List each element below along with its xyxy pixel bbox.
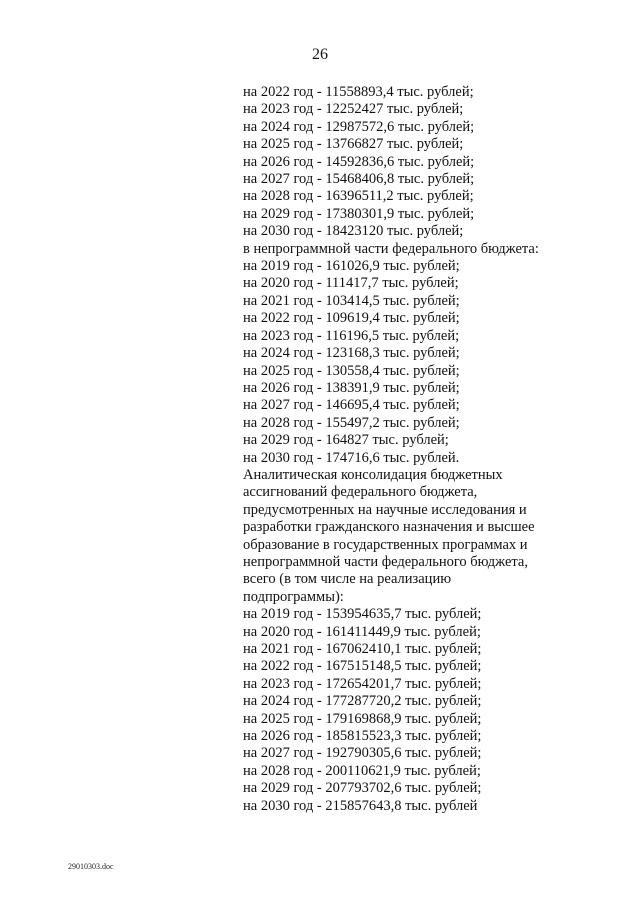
document-body — [243, 84, 573, 815]
text-line: в непрограммной части федерального бюджета: — [243, 240, 539, 257]
text-line: на 2022 год - 109619,4 тыс. рублей; — [243, 310, 460, 327]
text-line: на 2026 год - 138391,9 тыс. рублей; — [243, 379, 460, 396]
text-line: на 2024 год - 177287720,2 тыс. рублей; — [243, 693, 482, 710]
text-line: на 2023 год - 12252427 тыс. рублей; — [243, 101, 464, 118]
text-line: на 2026 год - 14592836,6 тыс. рублей; — [243, 153, 475, 170]
text-line: на 2021 год - 103414,5 тыс. рублей; — [243, 292, 460, 309]
text-line: на 2024 год - 123168,3 тыс. рублей; — [243, 345, 460, 362]
text-line: на 2027 год - 15468406,8 тыс. рублей; — [243, 171, 475, 188]
text-line: подпрограммы): — [243, 588, 344, 605]
text-line: на 2020 год - 111417,7 тыс. рублей; — [243, 275, 459, 292]
text-line: на 2027 год - 192790305,6 тыс. рублей; — [243, 745, 482, 762]
text-line: предусмотренных на научные исследования и — [243, 501, 527, 518]
text-line: на 2025 год - 179169868,9 тыс. рублей; — [243, 710, 482, 727]
text-line: на 2028 год - 200110621,9 тыс. рублей; — [243, 762, 481, 779]
text-line: на 2019 год - 153954635,7 тыс. рублей; — [243, 606, 482, 623]
text-line: на 2025 год - 130558,4 тыс. рублей; — [243, 362, 460, 379]
text-line: ассигнований федерального бюджета, — [243, 484, 478, 501]
text-line: непрограммной части федерального бюджета, — [243, 553, 528, 570]
text-line: на 2019 год - 161026,9 тыс. рублей; — [243, 258, 460, 275]
text-line: на 2024 год - 12987572,6 тыс. рублей; — [243, 118, 475, 135]
text-line: на 2023 год - 116196,5 тыс. рублей; — [243, 327, 460, 344]
text-line: на 2020 год - 161411449,9 тыс. рублей; — [243, 623, 481, 640]
text-line: на 2021 год - 167062410,1 тыс. рублей; — [243, 641, 482, 657]
text-line: на 2030 год - 174716,6 тыс. рублей. — [243, 449, 460, 466]
text-line: всего (в том числе на реализацию — [243, 571, 452, 588]
text-line: Аналитическая консолидация бюджетных — [243, 466, 503, 483]
text-line: на 2029 год - 164827 тыс. рублей; — [243, 432, 449, 449]
text-line: на 2030 год - 215857643,8 тыс. рублей — [243, 797, 478, 814]
text-line: на 2028 год - 16396511,2 тыс. рублей; — [243, 188, 474, 205]
page-number: 26 — [312, 46, 328, 63]
text-line: на 2022 год - 167515148,5 тыс. рублей; — [243, 658, 482, 675]
text-line: на 2022 год - 11558893,4 тыс. рублей; — [243, 84, 474, 100]
text-line: на 2026 год - 185815523,3 тыс. рублей; — [243, 728, 482, 745]
text-line: образование в государственных программах и — [243, 536, 528, 553]
text-line: на 2030 год - 18423120 тыс. рублей; — [243, 223, 464, 240]
footer-filename: 29010303.doc — [68, 862, 114, 871]
text-line: на 2029 год - 17380301,9 тыс. рублей; — [243, 205, 475, 222]
text-line: разработки гражданского назначения и высшее — [243, 519, 535, 536]
text-line: на 2028 год - 155497,2 тыс. рублей; — [243, 414, 460, 431]
text-line: на 2029 год - 207793702,6 тыс. рублей; — [243, 780, 482, 797]
text-line: на 2025 год - 13766827 тыс. рублей; — [243, 136, 464, 153]
text-line: на 2027 год - 146695,4 тыс. рублей; — [243, 397, 460, 414]
text-line: на 2023 год - 172654201,7 тыс. рублей; — [243, 675, 482, 692]
